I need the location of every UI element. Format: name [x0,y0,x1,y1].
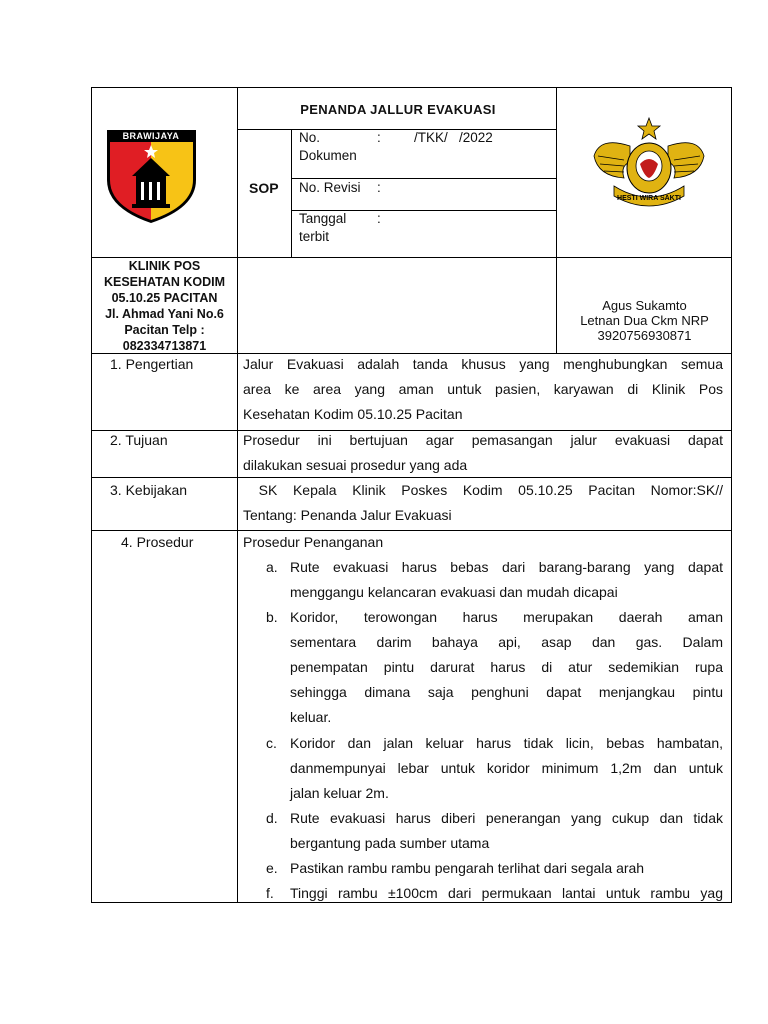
label-kebijakan: 3. Kebijakan [110,482,188,498]
list-marker: c. [266,735,277,751]
no-dokumen-value: /TKK/ /2022 [414,130,493,145]
table-sop-divider [291,129,292,258]
table-border-right [731,87,732,903]
table-col-divider [237,87,238,903]
list-item: Pastikan rambu rambu pengarah terlihat dari segala arah [290,860,645,876]
pengertian-text: Jalur Evakuasi adalah tanda khusus yang menghubungkan semua area ke area yang aman untuk pasien, karyawan di Klinik Pos Kesehatan Kodim 05.10.25 Pacitan [243,356,723,422]
no-dokumen-label: No. Dokumen [299,130,357,163]
label-tujuan: 2. Tujuan [110,432,168,448]
hesti-wira-sakti-emblem [590,116,708,212]
sop-label: SOP [249,180,279,196]
list-item: Koridor dan jalan keluar harus tidak licin, bebas hambatan, danmempunyai lebar untuk koridor minimum 1,2m dan untuk jalan keluar 2m. [290,735,723,801]
field-colon: : [377,130,381,145]
title-row-divider [237,129,557,130]
list-item: Koridor, terowongan harus merupakan daerah aman sementara darim bahaya api, asap dan gas. Dalam penempatan pintu darurat harus di atur sedemikian rupa sehingga dimana saja penghuni dapat menjangkau pintu keluar. [290,609,723,725]
prosedur-heading: Prosedur Penanganan [243,534,384,550]
list-item: Rute evakuasi harus diberi penerangan yang cukup dan tidak bergantung pada sumber utama [290,810,723,851]
label-prosedur: 4. Prosedur [121,534,194,550]
label-pengertian: 1. Pengertian [110,356,194,372]
field-colon: : [377,180,381,195]
signatory-block: Agus Sukamto Letnan Dua Ckm NRP 3920756930871 [580,298,709,343]
table-border-left [91,87,92,903]
brawijaya-shield-logo [105,128,198,225]
emblem-motto: HESTI WIRA SAKTI [617,195,681,202]
clinic-address: KLINIK POS KESEHATAN KODIM 05.10.25 PACITAN Jl. Ahmad Yani No.6 Pacitan Telp : 082334713871 [103,259,226,353]
list-marker: a. [266,559,278,575]
list-marker: f. [266,885,274,901]
list-item: Tinggi rambu ±100cm dari permukaan lantai untuk rambu yag [290,885,723,901]
table-border-top [91,87,732,88]
shield-text: BRAWIJAYA [122,131,180,141]
kebijakan-text: SK Kepala Klinik Poskes Kodim 05.10.25 Pacitan Nomor:SK// Tentang: Penanda Jalur Evakuasi [243,482,723,523]
tujuan-text: Prosedur ini bertujuan agar pemasangan jalur evakuasi dapat dilakukan sesuai prosedur yang ada [243,432,723,473]
no-revisi-label: No. Revisi [299,180,361,195]
list-item: Rute evakuasi harus bebas dari barang-barang yang dapat menggangu kelancaran evakuasi dan mudah dicapai [290,559,723,600]
list-marker: d. [266,810,278,826]
list-marker: b. [266,609,278,625]
field-colon: : [377,211,381,226]
list-marker: e. [266,860,278,876]
tanggal-terbit-label: Tanggal terbit [299,211,347,244]
document-title: PENANDA JALLUR EVAKUASI [300,102,496,117]
